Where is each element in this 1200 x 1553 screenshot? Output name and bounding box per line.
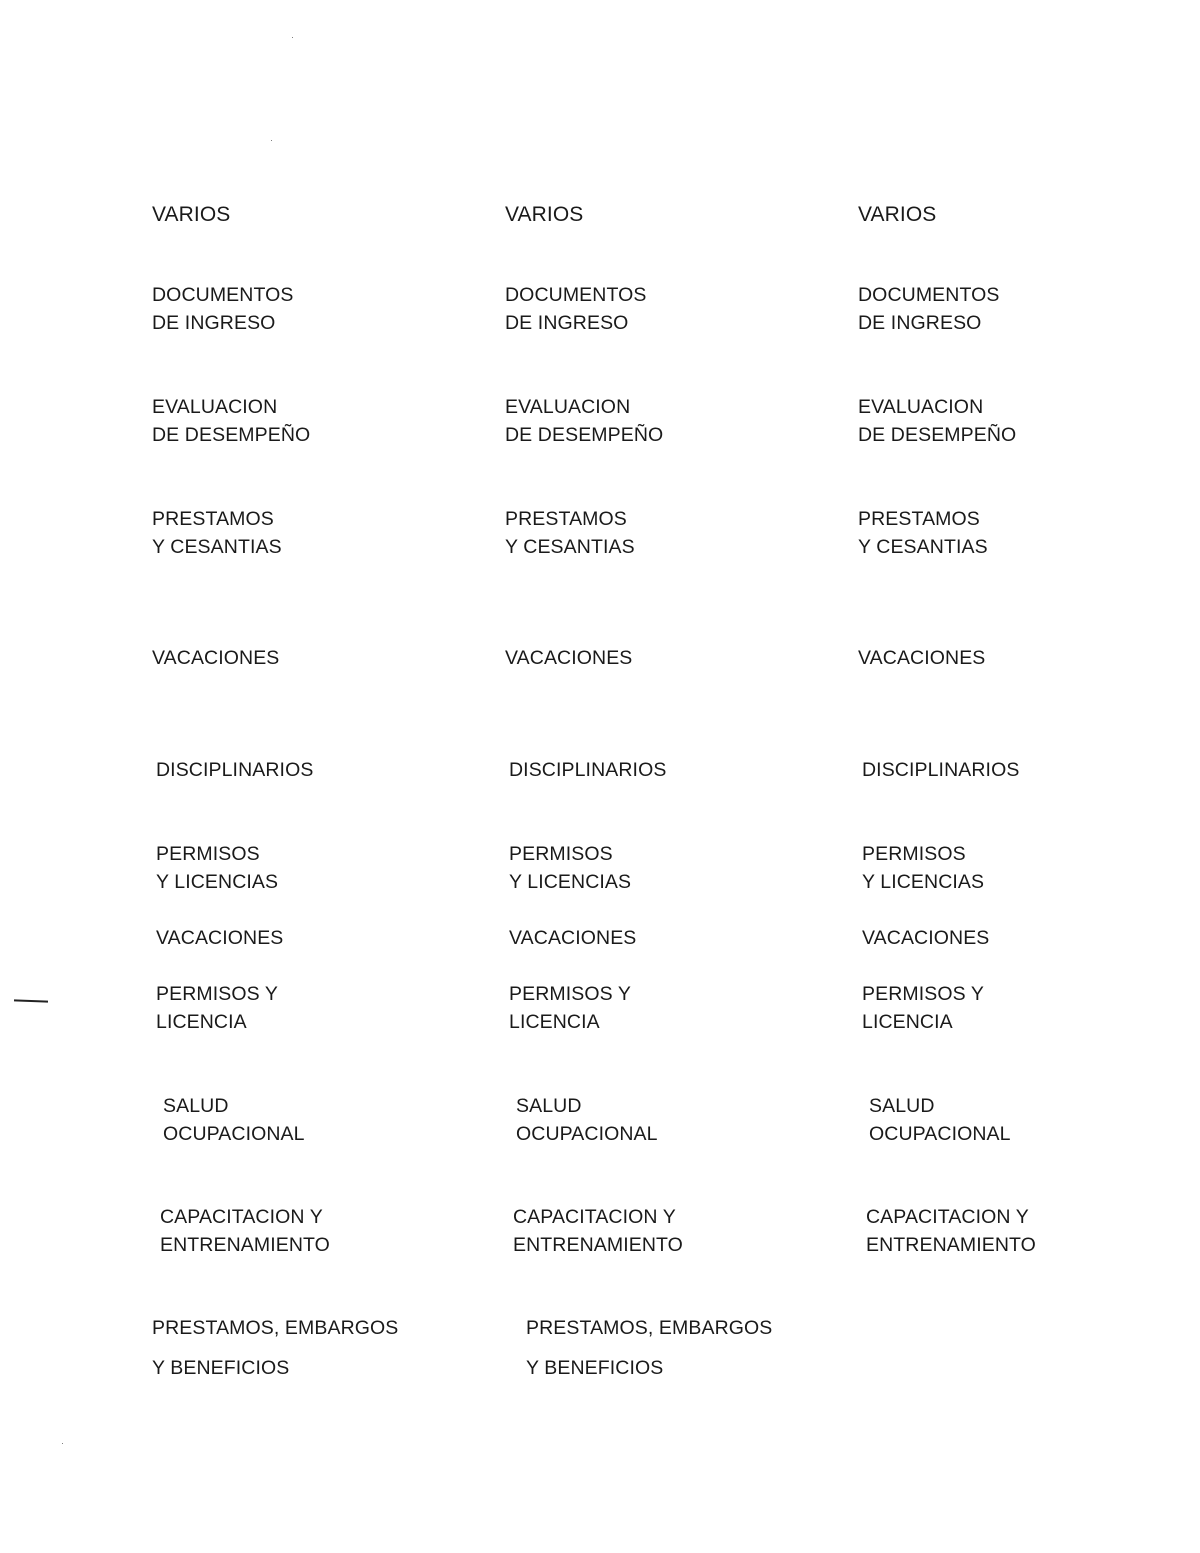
label-line: Y BENEFICIOS [526,1357,664,1379]
label-line: SALUD [163,1095,229,1117]
label-line: DOCUMENTOS [505,284,647,306]
label-line: PRESTAMOS [152,508,274,530]
label-line: Y BENEFICIOS [152,1357,290,1379]
label-line: PERMISOS [509,843,613,865]
label-disciplinarios [156,756,313,784]
label-capacitacion-y-entrenamiento [160,1203,330,1259]
label-line: CAPACITACION Y [513,1206,676,1228]
label-line: Y LICENCIAS [156,871,279,893]
label-line: DE INGRESO [152,312,276,334]
label-prestamos-y-cesantias [505,505,635,561]
label-line: EVALUACION [505,396,631,418]
label-prestamos-embargos-y-beneficios [152,1314,398,1382]
label-salud-ocupacional [869,1092,1011,1148]
label-line: Y CESANTIAS [858,536,988,558]
label-permisos-y-licencia [862,980,984,1036]
label-varios [505,201,583,229]
label-vacaciones [505,644,632,672]
label-column-1 [152,0,482,1553]
label-prestamos-y-cesantias [858,505,988,561]
label-line: PERMISOS [862,843,966,865]
label-disciplinarios [862,756,1019,784]
label-evaluacion-de-desempeno [505,393,663,449]
label-line: LICENCIA [862,1011,953,1033]
label-line: Y LICENCIAS [509,871,632,893]
label-line: DE INGRESO [505,312,629,334]
label-line: PERMISOS Y [862,983,985,1005]
label-line: DOCUMENTOS [858,284,1000,306]
label-prestamos-y-cesantias [152,505,282,561]
label-prestamos-embargos-y-beneficios [526,1314,772,1382]
label-line: DE DESEMPEÑO [152,424,311,446]
label-line: OCUPACIONAL [516,1123,658,1145]
label-vacaciones [858,644,985,672]
label-line: VACACIONES [509,927,637,949]
label-vacaciones [156,924,283,952]
label-line: OCUPACIONAL [869,1123,1011,1145]
label-line: DE DESEMPEÑO [505,424,664,446]
label-line: SALUD [869,1095,935,1117]
label-line: DISCIPLINARIOS [509,759,667,781]
label-documentos-de-ingreso [858,281,999,337]
label-permisos-y-licencias [156,840,278,896]
label-documentos-de-ingreso [505,281,646,337]
label-line: VACACIONES [858,647,986,669]
label-line: VARIOS [858,203,937,226]
label-line: VARIOS [152,203,231,226]
label-line: DOCUMENTOS [152,284,294,306]
label-line: ENTRENAMIENTO [866,1234,1036,1256]
label-column-3 [858,0,1188,1553]
label-line: OCUPACIONAL [163,1123,305,1145]
scan-speck [62,1443,63,1444]
label-line: PERMISOS Y [509,983,632,1005]
label-line: DISCIPLINARIOS [862,759,1020,781]
label-capacitacion-y-entrenamiento [866,1203,1036,1259]
scan-mark [14,999,48,1002]
label-line: PRESTAMOS [505,508,627,530]
label-line: SALUD [516,1095,582,1117]
label-line: VACACIONES [862,927,990,949]
label-line: PERMISOS [156,843,260,865]
label-documentos-de-ingreso [152,281,293,337]
label-evaluacion-de-desempeno [858,393,1016,449]
label-line: DE INGRESO [858,312,982,334]
label-permisos-y-licencia [509,980,631,1036]
label-line: VACACIONES [505,647,633,669]
label-capacitacion-y-entrenamiento [513,1203,683,1259]
label-varios [858,201,936,229]
label-line: ENTRENAMIENTO [160,1234,330,1256]
label-line: EVALUACION [858,396,984,418]
label-line: LICENCIA [156,1011,247,1033]
label-line: PRESTAMOS, EMBARGOS [526,1317,773,1339]
label-disciplinarios [509,756,666,784]
label-line: VACACIONES [152,647,280,669]
label-varios [152,201,230,229]
label-line: Y CESANTIAS [152,536,282,558]
label-line: ENTRENAMIENTO [513,1234,683,1256]
label-line: LICENCIA [509,1011,600,1033]
label-line: DE DESEMPEÑO [858,424,1017,446]
label-salud-ocupacional [516,1092,658,1148]
label-line: Y CESANTIAS [505,536,635,558]
label-line: VACACIONES [156,927,284,949]
label-permisos-y-licencias [509,840,631,896]
label-column-2 [505,0,835,1553]
label-evaluacion-de-desempeno [152,393,310,449]
label-line: CAPACITACION Y [866,1206,1029,1228]
label-vacaciones [152,644,279,672]
label-permisos-y-licencia [156,980,278,1036]
label-line: PRESTAMOS [858,508,980,530]
label-line: DISCIPLINARIOS [156,759,314,781]
label-line: PRESTAMOS, EMBARGOS [152,1317,399,1339]
label-line: CAPACITACION Y [160,1206,323,1228]
label-line: VARIOS [505,203,584,226]
label-permisos-y-licencias [862,840,984,896]
label-line: Y LICENCIAS [862,871,985,893]
label-vacaciones [509,924,636,952]
label-line: EVALUACION [152,396,278,418]
label-line: PERMISOS Y [156,983,279,1005]
label-vacaciones [862,924,989,952]
label-salud-ocupacional [163,1092,305,1148]
